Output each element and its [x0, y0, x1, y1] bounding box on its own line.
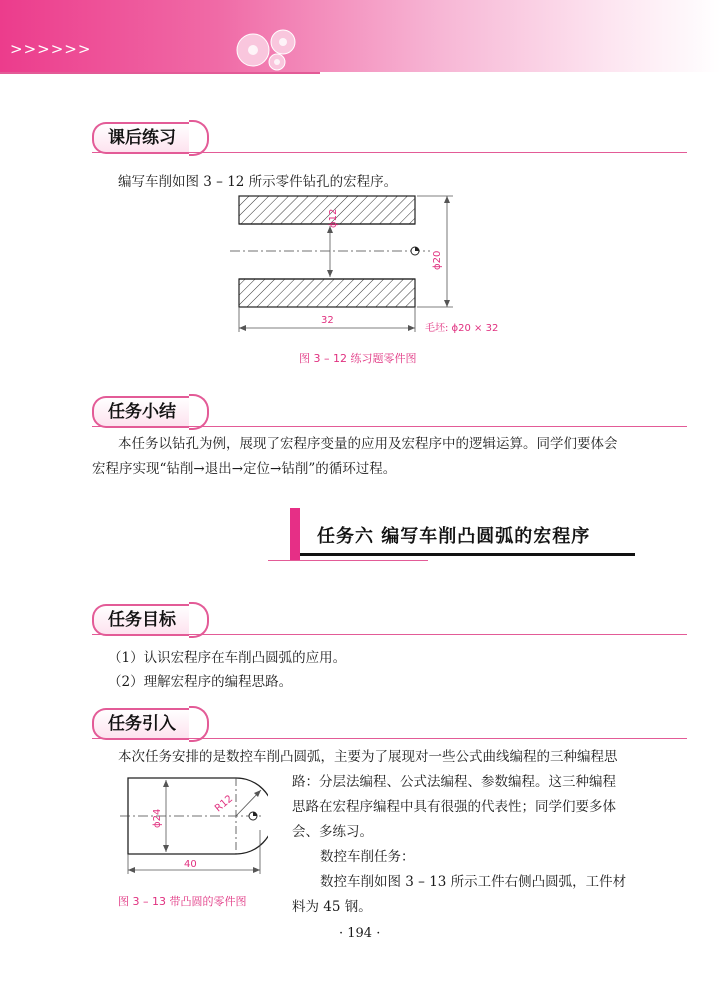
task-heading-bar	[290, 508, 300, 560]
dim-inner-label: ϕ12	[328, 208, 339, 228]
task-underline-accent	[268, 560, 428, 561]
section-underline	[92, 426, 687, 427]
intro-line-2: 路：分层法编程、公式法编程、参数编程。这三种编程	[292, 774, 616, 790]
dim-diameter-label: ϕ24	[152, 808, 163, 828]
objective-item-2: （2）理解宏程序的编程思路。	[108, 674, 293, 690]
page-header-banner	[0, 0, 721, 72]
task-title: 任务六 编写车削凸圆弧的宏程序	[317, 526, 591, 547]
intro-line-1: 本次任务安排的是数控车削凸圆弧，主要为了展现对一些公式曲线编程的三种编程思	[118, 749, 618, 765]
section-underline	[92, 152, 687, 153]
exercise-text: 编写车削如图 3 – 12 所示零件钻孔的宏程序。	[118, 174, 398, 190]
summary-line-2: 宏程序实现“钻削→退出→定位→钻削”的循环过程。	[92, 461, 397, 477]
section-tag-summary: 任务小结	[92, 396, 194, 428]
figure-3-12-drawing	[225, 190, 505, 340]
section-tag-intro: 任务引入	[92, 708, 194, 740]
figure-3-12-caption: 图 3 – 12 练习题零件图	[299, 352, 417, 365]
blank-note: 毛坯: ϕ20 × 32	[425, 323, 499, 334]
page-number: · 194 ·	[339, 926, 381, 941]
task-underline	[300, 553, 635, 556]
summary-line-1: 本任务以钻孔为例，展现了宏程序变量的应用及宏程序中的逻辑运算。同学们要体会	[118, 436, 618, 452]
figure-3-13-caption: 图 3 – 13 带凸圆的零件图	[118, 895, 247, 908]
section-tag-cap	[189, 394, 209, 430]
section-underline	[92, 634, 687, 635]
dim-radius-label: R12	[213, 793, 236, 815]
header-chevrons: >>>>>>	[10, 40, 92, 58]
intro-line-6: 数控车削如图 3 – 13 所示工件右侧凸圆弧，工件材	[320, 874, 627, 890]
intro-line-4: 会、多练习。	[292, 824, 373, 840]
intro-line-5: 数控车削任务：	[320, 849, 415, 865]
dim-outer-label: ϕ20	[432, 250, 443, 270]
objective-item-1: （1）认识宏程序在车削凸圆弧的应用。	[108, 650, 347, 666]
dim-length-label: 32	[321, 315, 334, 326]
header-rule	[0, 72, 320, 74]
section-tag-cap	[189, 602, 209, 638]
intro-line-3: 思路在宏程序编程中具有很强的代表性；同学们要多体	[292, 799, 616, 815]
intro-line-7: 料为 45 钢。	[292, 899, 372, 915]
section-underline	[92, 738, 687, 739]
dim-length-label: 40	[184, 859, 197, 870]
section-tag-cap	[189, 706, 209, 742]
section-tag-cap	[189, 120, 209, 156]
gear-icon	[225, 18, 315, 74]
section-tag-objective: 任务目标	[92, 604, 194, 636]
section-tag-after-class: 课后练习	[92, 122, 194, 154]
